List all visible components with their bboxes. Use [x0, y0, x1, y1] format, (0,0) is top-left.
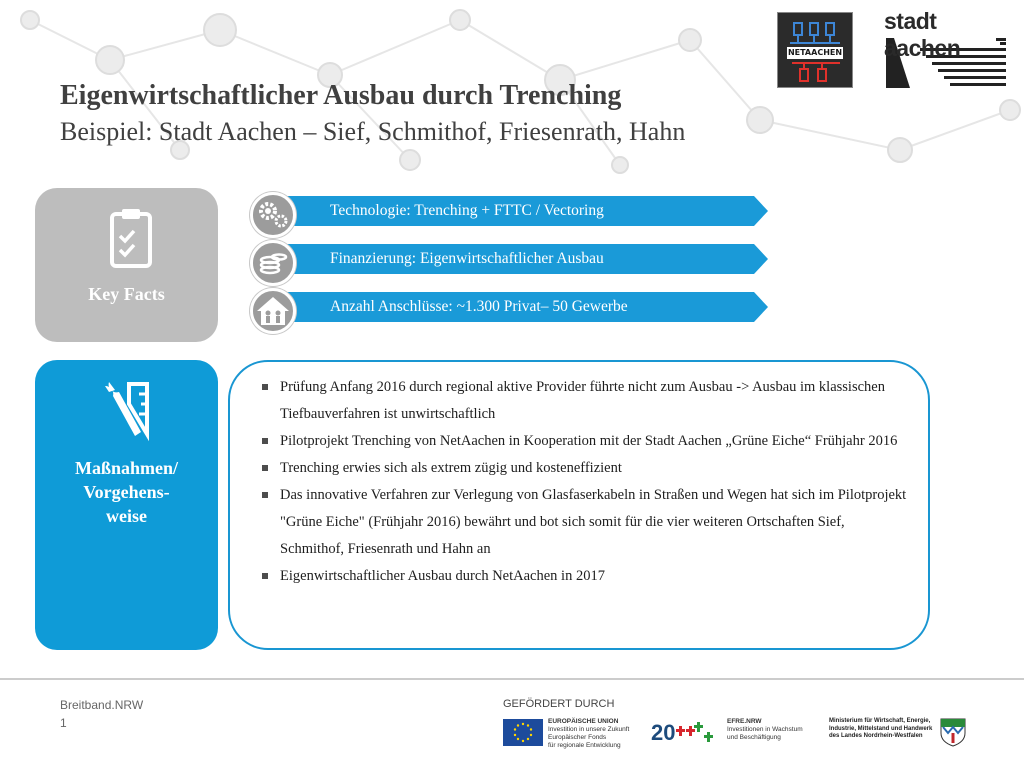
- bullet-marker: [262, 492, 268, 498]
- svg-text:20: 20: [651, 720, 676, 744]
- bullet-text: Prüfung Anfang 2016 durch regional aktive Provider führte nicht zum Ausbau -> Ausbau im klassischen Tiefbauverfahren ist unwirtschaftlich: [280, 379, 885, 422]
- list-item: [260, 455, 910, 482]
- efre-text: [727, 718, 803, 742]
- netaachen-logo-text: NETAACHEN: [787, 48, 843, 57]
- bullet-marker: [262, 384, 268, 390]
- eu-line-1: EUROPÄISCHE UNION: [548, 718, 619, 725]
- ministry-line-1: Ministerium für Wirtschaft, Energie,: [829, 718, 931, 724]
- coins-icon: [253, 243, 293, 283]
- stadt-aachen-logo-text: stadt aachen: [884, 8, 961, 61]
- key-facts-panel: [35, 188, 218, 342]
- bullet-marker: [262, 465, 268, 471]
- ministry-line-2: Industrie, Mittelstand und Handwerk: [829, 725, 933, 732]
- massnahmen-label: [35, 456, 218, 528]
- bullet-marker: [262, 438, 268, 444]
- efre-line-2: Investitionen in Wachstum: [727, 726, 803, 733]
- eu-stars-icon: [503, 719, 543, 746]
- eu-line-2: Investition in unsere Zukunft: [548, 726, 630, 733]
- page-subtitle: Beispiel: Stadt Aachen – Sief, Schmithof, Friesenrath, Hahn: [60, 117, 686, 146]
- stadt-aachen-logo: [880, 8, 1012, 92]
- list-item: [260, 482, 910, 563]
- list-item: [260, 563, 910, 590]
- nrw-crest-icon: [938, 717, 968, 747]
- key-fact-icon-circle: [250, 240, 296, 286]
- footer-source: Breitband.NRW: [60, 698, 144, 712]
- list-item: [260, 374, 910, 428]
- key-fact-technology-text: Technologie: Trenching + FTTC / Vectoring: [330, 202, 604, 219]
- bullet-text: Trenching erwies sich als extrem zügig und kosteneffizient: [280, 460, 622, 476]
- gears-icon: [253, 195, 293, 235]
- page-title: Eigenwirtschaftlicher Ausbau durch Trenching: [60, 80, 622, 111]
- bullet-text: Pilotprojekt Trenching von NetAachen in Kooperation mit der Stadt Aachen „Grüne Eiche“ Frühjahr 2016: [280, 433, 898, 449]
- eu-funding-text: [548, 718, 629, 750]
- netaachen-logo: [777, 12, 853, 88]
- key-fact-connections-text: Anzahl Anschlüsse: ~1.300 Privat– 50 Gewerbe: [330, 298, 628, 315]
- bullet-text: Eigenwirtschaftlicher Ausbau durch NetAachen in 2017: [280, 568, 605, 584]
- efre-2020-logo: [651, 718, 721, 744]
- wrench-ruler-icon: [99, 374, 155, 444]
- efre-line-3: und Beschäftigung: [727, 734, 781, 741]
- bullet-marker: [262, 573, 268, 579]
- bullet-text: Das innovative Verfahren zur Verlegung von Glasfaserkabeln in Straßen und Wegen hat sich im Pilotprojekt "Grüne Eiche" (Frühjahr 2016) bewährt und bot sich somit für die vier weiteren Ortschaften Sief, Schmithof, Friesenrath und Hahn an: [280, 487, 907, 557]
- house-family-icon: [253, 291, 293, 331]
- efre-line-1: EFRE.NRW: [727, 718, 762, 725]
- eu-line-4: für regionale Entwicklung: [548, 742, 621, 749]
- ministry-text: [829, 718, 932, 741]
- massnahmen-label-line3: weise: [106, 506, 147, 526]
- page-number: 1: [60, 716, 67, 730]
- measures-content-box: [228, 360, 930, 650]
- massnahmen-label-line1: Maßnahmen/: [74, 458, 179, 478]
- massnahmen-label-line2: Vorgehens-: [83, 482, 170, 502]
- key-facts-label: Key Facts: [88, 284, 165, 304]
- eu-line-3: Europäischer Fonds: [548, 734, 607, 741]
- clipboard-checklist-icon: [107, 206, 155, 270]
- key-fact-financing-text: Finanzierung: Eigenwirtschaftlicher Ausbau: [330, 250, 604, 267]
- funded-by-label: GEFÖRDERT DURCH: [503, 698, 615, 710]
- measures-bullet-list: [260, 374, 910, 590]
- massnahmen-panel: [35, 360, 218, 650]
- footer-divider: [0, 678, 1024, 680]
- key-fact-icon-circle: [250, 288, 296, 334]
- key-fact-icon-circle: [250, 192, 296, 238]
- list-item: [260, 428, 910, 455]
- eu-flag-logo: [503, 719, 543, 746]
- ministry-line-3: des Landes Nordrhein-Westfalen: [829, 733, 923, 739]
